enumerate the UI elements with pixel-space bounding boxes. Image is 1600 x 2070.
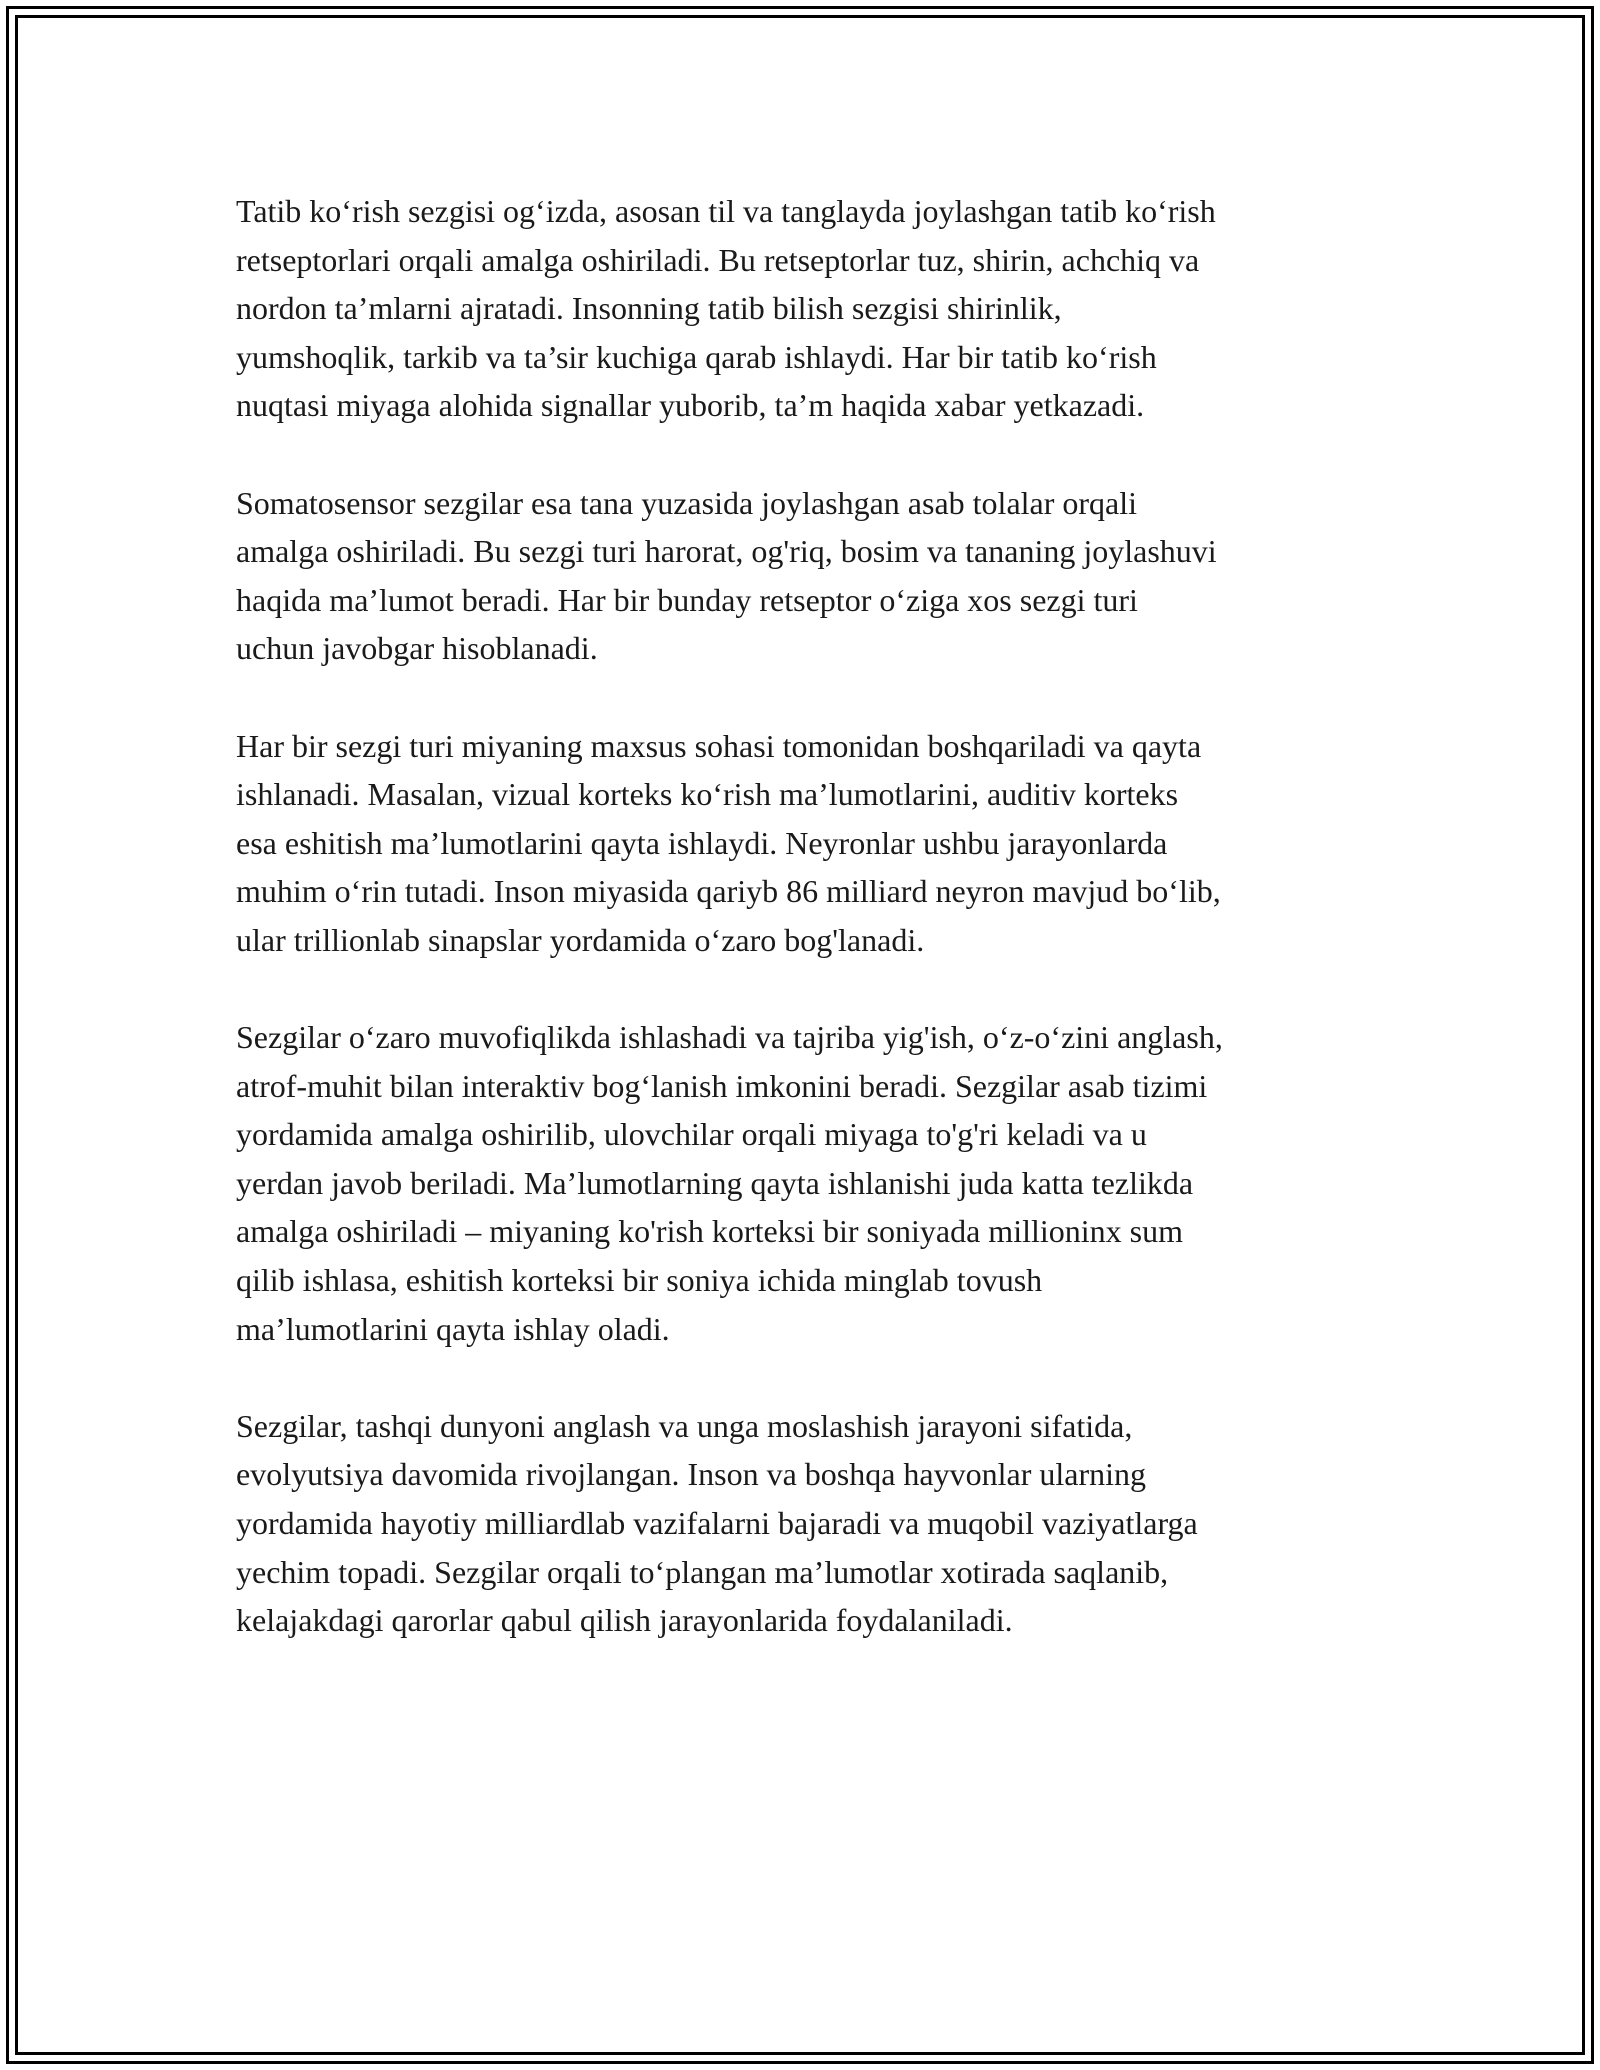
text-line: nuqtasi miyaga alohida signallar yuborib, ta’m haqida xabar yetkazadi. <box>236 387 1145 424</box>
text-line: yechim topadi. Sezgilar orqali to‘plangan ma’lumotlar xotirada saqlanib, <box>236 1553 1169 1590</box>
text-line: amalga oshiriladi. Bu sezgi turi harorat, og'riq, bosim va tananing joylashuvi <box>236 533 1217 570</box>
text-line: Somatosensor sezgilar esa tana yuzasida joylashgan asab tolalar orqali <box>236 484 1138 521</box>
text-line: retseptorlari orqali amalga oshiriladi. Bu retseptorlar tuz, shirin, achchiq va <box>236 241 1200 278</box>
text-line: yordamida hayotiy milliardlab vazifalarni bajaradi va muqobil vaziyatlarga <box>236 1505 1198 1542</box>
text-line: Tatib ko‘rish sezgisi og‘izda, asosan til va tanglayda joylashgan tatib ko‘rish <box>236 193 1216 229</box>
paragraph-somatosensory <box>236 479 1386 673</box>
text-line: nordon ta’mlarni ajratadi. Insonning tatib bilish sezgisi shirinlik, <box>236 290 1062 327</box>
text-line: qilib ishlasa, eshitish korteksi bir soniya ichida minglab tovush <box>236 1262 1043 1299</box>
document-body <box>236 187 1386 1693</box>
text-line: Har bir sezgi turi miyaning maxsus sohasi tomonidan boshqariladi va qayta <box>236 727 1202 764</box>
text-line: ma’lumotlarini qayta ishlay oladi. <box>236 1310 670 1347</box>
text-line: yumshoqlik, tarkib va ta’sir kuchiga qarab ishlaydi. Har bir tatib ko‘rish <box>236 338 1157 375</box>
paragraph-taste <box>236 187 1386 430</box>
text-line: Sezgilar, tashqi dunyoni anglash va unga moslashish jarayoni sifatida, <box>236 1407 1133 1444</box>
text-line: yordamida amalga oshirilib, ulovchilar orqali miyaga to'g'ri keladi va u <box>236 1116 1147 1153</box>
paragraph-senses-cooperation <box>236 1013 1386 1353</box>
text-line: evolyutsiya davomida rivojlangan. Inson va boshqa hayvonlar ularning <box>236 1456 1147 1493</box>
text-line: haqida ma’lumot beradi. Har bir bunday retseptor o‘ziga xos sezgi turi <box>236 581 1138 618</box>
text-line: kelajakdagi qarorlar qabul qilish jarayonlarida foydalaniladi. <box>236 1602 1013 1639</box>
text-line: ular trillionlab sinapslar yordamida o‘zaro bog'lanadi. <box>236 921 925 958</box>
text-line: esa eshitish ma’lumotlarini qayta ishlaydi. Neyronlar ushbu jarayonlarda <box>236 824 1168 861</box>
text-line: Sezgilar o‘zaro muvofiqlikda ishlashadi va tajriba yig'ish, o‘z-o‘zini anglash, <box>236 1019 1223 1056</box>
text-line: yerdan javob beriladi. Ma’lumotlarning qayta ishlanishi juda katta tezlikda <box>236 1164 1194 1201</box>
text-line: uchun javobgar hisoblanadi. <box>236 630 598 667</box>
text-line: amalga oshiriladi – miyaning ko'rish korteksi bir soniyada millioninx sum <box>236 1213 1183 1250</box>
text-line: muhim o‘rin tutadi. Inson miyasida qariyb 86 milliard neyron mavjud bo‘lib, <box>236 873 1221 910</box>
paragraph-evolution <box>236 1402 1386 1645</box>
text-line: atrof-muhit bilan interaktiv bog‘lanish imkonini beradi. Sezgilar asab tizimi <box>236 1067 1208 1104</box>
text-line: ishlanadi. Masalan, vizual korteks ko‘rish ma’lumotlarini, auditiv korteks <box>236 776 1179 813</box>
paragraph-brain-regions <box>236 722 1386 965</box>
